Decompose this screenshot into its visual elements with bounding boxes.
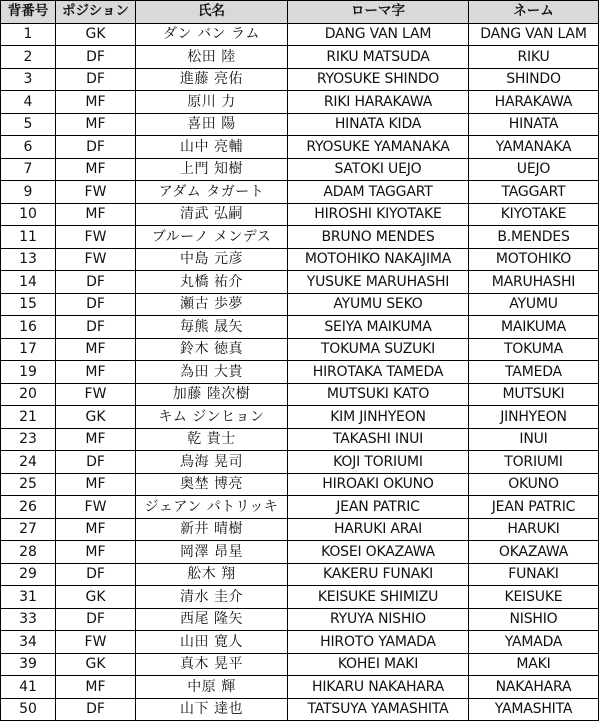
cell-display-name: TAMEDA — [469, 361, 599, 384]
table-row — [1, 293, 599, 316]
cell-number: 6 — [1, 136, 56, 159]
header-number: 背番号 — [1, 1, 56, 24]
cell-number: 5 — [1, 113, 56, 136]
table-row — [1, 136, 599, 159]
cell-number: 28 — [1, 541, 56, 564]
cell-romaji: YUSUKE MARUHASHI — [288, 271, 469, 294]
table-row — [1, 563, 599, 586]
table-body — [1, 23, 599, 721]
cell-display-name: MUTSUKI — [469, 383, 599, 406]
header-position: ポジション — [56, 1, 136, 24]
cell-number: 25 — [1, 473, 56, 496]
cell-name: 丸橋 祐介 — [136, 271, 288, 294]
cell-position: FW — [56, 248, 136, 271]
cell-number: 29 — [1, 563, 56, 586]
cell-romaji: KOHEI MAKI — [288, 653, 469, 676]
cell-romaji: KIM JINHYEON — [288, 406, 469, 429]
cell-position: FW — [56, 226, 136, 249]
cell-name: 山田 寛人 — [136, 631, 288, 654]
table-row — [1, 496, 599, 519]
cell-display-name: YAMANAKA — [469, 136, 599, 159]
cell-position: MF — [56, 113, 136, 136]
cell-display-name: TAGGART — [469, 181, 599, 204]
cell-romaji: HINATA KIDA — [288, 113, 469, 136]
cell-number: 50 — [1, 698, 56, 721]
cell-position: GK — [56, 586, 136, 609]
cell-position: MF — [56, 676, 136, 699]
cell-display-name: YAMADA — [469, 631, 599, 654]
cell-display-name: KEISUKE — [469, 586, 599, 609]
cell-display-name: HINATA — [469, 113, 599, 136]
cell-position: FW — [56, 631, 136, 654]
cell-number: 11 — [1, 226, 56, 249]
cell-number: 31 — [1, 586, 56, 609]
cell-romaji: KOSEI OKAZAWA — [288, 541, 469, 564]
cell-position: DF — [56, 316, 136, 339]
table-row — [1, 541, 599, 564]
cell-name: ブルーノ メンデス — [136, 226, 288, 249]
table-row — [1, 181, 599, 204]
cell-number: 7 — [1, 158, 56, 181]
cell-display-name: MAKI — [469, 653, 599, 676]
cell-number: 19 — [1, 361, 56, 384]
cell-name: 新井 晴樹 — [136, 518, 288, 541]
cell-number: 2 — [1, 46, 56, 69]
cell-romaji: TATSUYA YAMASHITA — [288, 698, 469, 721]
cell-number: 13 — [1, 248, 56, 271]
cell-position: MF — [56, 428, 136, 451]
cell-name: 喜田 陽 — [136, 113, 288, 136]
cell-name: 岡澤 昂星 — [136, 541, 288, 564]
cell-romaji: RYOSUKE YAMANAKA — [288, 136, 469, 159]
cell-number: 10 — [1, 203, 56, 226]
cell-display-name: OKAZAWA — [469, 541, 599, 564]
table-row — [1, 316, 599, 339]
cell-number: 9 — [1, 181, 56, 204]
cell-number: 34 — [1, 631, 56, 654]
cell-display-name: OKUNO — [469, 473, 599, 496]
cell-display-name: NISHIO — [469, 608, 599, 631]
cell-name: 毎熊 晟矢 — [136, 316, 288, 339]
cell-name: 乾 貴士 — [136, 428, 288, 451]
cell-number: 21 — [1, 406, 56, 429]
cell-romaji: DANG VAN LAM — [288, 23, 469, 46]
cell-name: キム ジンヒョン — [136, 406, 288, 429]
cell-romaji: AYUMU SEKO — [288, 293, 469, 316]
cell-romaji: HIROTAKA TAMEDA — [288, 361, 469, 384]
cell-name: ダン バン ラム — [136, 23, 288, 46]
cell-position: MF — [56, 361, 136, 384]
cell-romaji: KOJI TORIUMI — [288, 451, 469, 474]
cell-number: 4 — [1, 91, 56, 114]
cell-number: 20 — [1, 383, 56, 406]
cell-position: FW — [56, 181, 136, 204]
cell-number: 16 — [1, 316, 56, 339]
cell-display-name: FUNAKI — [469, 563, 599, 586]
cell-romaji: TOKUMA SUZUKI — [288, 338, 469, 361]
cell-romaji: HIROSHI KIYOTAKE — [288, 203, 469, 226]
cell-romaji: RIKU MATSUDA — [288, 46, 469, 69]
cell-number: 3 — [1, 68, 56, 91]
table-row — [1, 428, 599, 451]
table-row — [1, 113, 599, 136]
cell-display-name: JEAN PATRIC — [469, 496, 599, 519]
table-row — [1, 653, 599, 676]
table-row — [1, 608, 599, 631]
cell-display-name: AYUMU — [469, 293, 599, 316]
cell-romaji: BRUNO MENDES — [288, 226, 469, 249]
table-row — [1, 586, 599, 609]
cell-name: 清水 圭介 — [136, 586, 288, 609]
cell-display-name: INUI — [469, 428, 599, 451]
cell-position: DF — [56, 563, 136, 586]
cell-romaji: JEAN PATRIC — [288, 496, 469, 519]
cell-number: 23 — [1, 428, 56, 451]
table-row — [1, 91, 599, 114]
cell-romaji: RIKI HARAKAWA — [288, 91, 469, 114]
cell-name: 為田 大貴 — [136, 361, 288, 384]
cell-name: 松田 陸 — [136, 46, 288, 69]
table-row — [1, 406, 599, 429]
cell-romaji: MUTSUKI KATO — [288, 383, 469, 406]
cell-number: 39 — [1, 653, 56, 676]
cell-position: DF — [56, 68, 136, 91]
cell-name: 中原 輝 — [136, 676, 288, 699]
table-row — [1, 46, 599, 69]
cell-number: 33 — [1, 608, 56, 631]
cell-position: DF — [56, 271, 136, 294]
table-row — [1, 248, 599, 271]
cell-name: 鈴木 徳真 — [136, 338, 288, 361]
cell-position: DF — [56, 136, 136, 159]
table-row — [1, 698, 599, 721]
cell-romaji: HIROAKI OKUNO — [288, 473, 469, 496]
cell-display-name: JINHYEON — [469, 406, 599, 429]
cell-name: 山中 亮輔 — [136, 136, 288, 159]
cell-name: アダム タガート — [136, 181, 288, 204]
cell-romaji: RYUYA NISHIO — [288, 608, 469, 631]
cell-romaji: HARUKI ARAI — [288, 518, 469, 541]
cell-position: MF — [56, 338, 136, 361]
cell-position: GK — [56, 653, 136, 676]
cell-position: MF — [56, 541, 136, 564]
cell-display-name: HARUKI — [469, 518, 599, 541]
cell-name: 上門 知樹 — [136, 158, 288, 181]
cell-name: 山下 達也 — [136, 698, 288, 721]
cell-name: 瀬古 歩夢 — [136, 293, 288, 316]
cell-position: MF — [56, 91, 136, 114]
cell-number: 14 — [1, 271, 56, 294]
table-row — [1, 473, 599, 496]
cell-name: 原川 力 — [136, 91, 288, 114]
cell-name: 進藤 亮佑 — [136, 68, 288, 91]
cell-romaji: ADAM TAGGART — [288, 181, 469, 204]
cell-name: ジェアン パトリッキ — [136, 496, 288, 519]
cell-number: 15 — [1, 293, 56, 316]
cell-display-name: MAIKUMA — [469, 316, 599, 339]
cell-number: 26 — [1, 496, 56, 519]
cell-position: GK — [56, 406, 136, 429]
table-row — [1, 226, 599, 249]
cell-display-name: HARAKAWA — [469, 91, 599, 114]
table-row — [1, 676, 599, 699]
cell-position: FW — [56, 383, 136, 406]
cell-name: 鳥海 晃司 — [136, 451, 288, 474]
cell-romaji: KEISUKE SHIMIZU — [288, 586, 469, 609]
table-header — [1, 1, 599, 24]
cell-display-name: UEJO — [469, 158, 599, 181]
header-name: 氏名 — [136, 1, 288, 24]
cell-position: MF — [56, 203, 136, 226]
cell-display-name: B.MENDES — [469, 226, 599, 249]
cell-display-name: YAMASHITA — [469, 698, 599, 721]
table-row — [1, 68, 599, 91]
table-row — [1, 451, 599, 474]
table-row — [1, 158, 599, 181]
cell-position: DF — [56, 608, 136, 631]
cell-display-name: KIYOTAKE — [469, 203, 599, 226]
cell-number: 27 — [1, 518, 56, 541]
cell-position: MF — [56, 473, 136, 496]
cell-name: 西尾 隆矢 — [136, 608, 288, 631]
cell-display-name: TOKUMA — [469, 338, 599, 361]
cell-display-name: SHINDO — [469, 68, 599, 91]
cell-number: 17 — [1, 338, 56, 361]
cell-position: FW — [56, 496, 136, 519]
table-row — [1, 631, 599, 654]
header-row — [1, 1, 599, 24]
cell-number: 24 — [1, 451, 56, 474]
cell-romaji: MOTOHIKO NAKAJIMA — [288, 248, 469, 271]
cell-position: GK — [56, 23, 136, 46]
cell-romaji: HIKARU NAKAHARA — [288, 676, 469, 699]
cell-position: DF — [56, 451, 136, 474]
cell-display-name: NAKAHARA — [469, 676, 599, 699]
cell-position: DF — [56, 293, 136, 316]
table-row — [1, 271, 599, 294]
table-row — [1, 23, 599, 46]
table-row — [1, 361, 599, 384]
cell-number: 1 — [1, 23, 56, 46]
header-display-name: ネーム — [469, 1, 599, 24]
table-row — [1, 338, 599, 361]
cell-position: MF — [56, 518, 136, 541]
cell-romaji: TAKASHI INUI — [288, 428, 469, 451]
table-row — [1, 383, 599, 406]
cell-romaji: KAKERU FUNAKI — [288, 563, 469, 586]
header-romaji: ローマ字 — [288, 1, 469, 24]
cell-position: MF — [56, 158, 136, 181]
cell-name: 中島 元彦 — [136, 248, 288, 271]
cell-romaji: RYOSUKE SHINDO — [288, 68, 469, 91]
table-row — [1, 203, 599, 226]
cell-name: 清武 弘嗣 — [136, 203, 288, 226]
cell-display-name: DANG VAN LAM — [469, 23, 599, 46]
cell-romaji: SATOKI UEJO — [288, 158, 469, 181]
table-row — [1, 518, 599, 541]
cell-display-name: TORIUMI — [469, 451, 599, 474]
cell-number: 41 — [1, 676, 56, 699]
cell-position: DF — [56, 698, 136, 721]
cell-position: DF — [56, 46, 136, 69]
cell-name: 加藤 陸次樹 — [136, 383, 288, 406]
cell-display-name: MOTOHIKO — [469, 248, 599, 271]
cell-name: 真木 晃平 — [136, 653, 288, 676]
cell-name: 奥埜 博亮 — [136, 473, 288, 496]
cell-display-name: MARUHASHI — [469, 271, 599, 294]
cell-name: 舩木 翔 — [136, 563, 288, 586]
cell-display-name: RIKU — [469, 46, 599, 69]
cell-romaji: SEIYA MAIKUMA — [288, 316, 469, 339]
cell-romaji: HIROTO YAMADA — [288, 631, 469, 654]
